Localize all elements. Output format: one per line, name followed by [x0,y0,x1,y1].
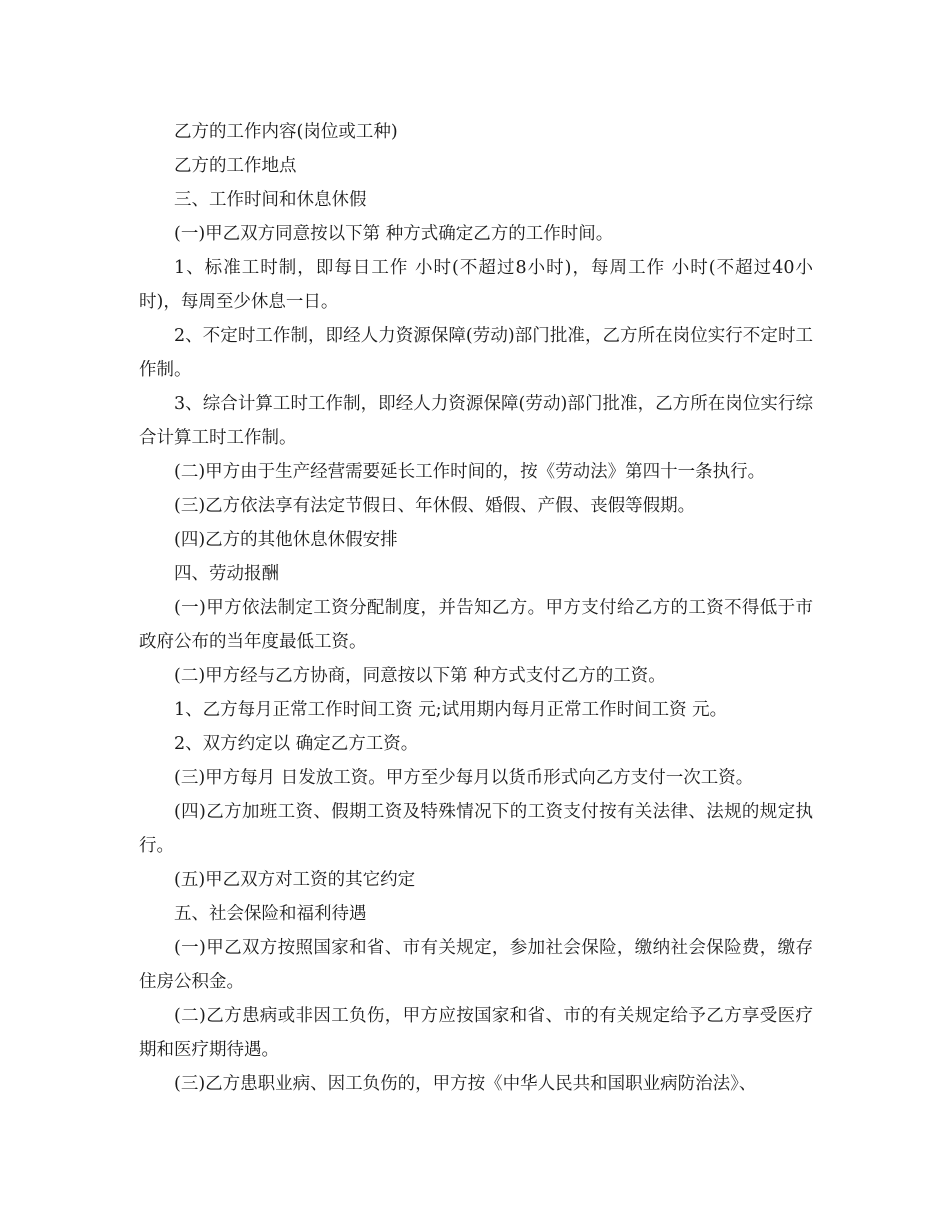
paragraph-standard-hours: 1、标准工时制，即每日工作 小时(不超过8小时)，每周工作 小时(不超过40小时)，每周至少休息一日。 [139,258,813,312]
paragraph-wage-method: (二)甲方经与乙方协商，同意按以下第 种方式支付乙方的工资。 [174,666,666,686]
section-heading-social-insurance: 五、社会保险和福利待遇 [174,904,367,924]
section-heading-work-hours: 三、工作时间和休息休假 [174,190,367,210]
paragraph-wage-system: (一)甲方依法制定工资分配制度，并告知乙方。甲方支付给乙方的工资不得低于市政府公布的当年度最低工资。 [139,598,813,652]
paragraph-other-leave: (四)乙方的其他休息休假安排 [174,530,398,550]
paragraph-work-location: 乙方的工作地点 [174,156,297,176]
paragraph-monthly-wage: 1、乙方每月正常工作时间工资 元;试用期内每月正常工作时间工资 元。 [174,700,728,720]
paragraph-other-wage-terms: (五)甲乙双方对工资的其它约定 [174,870,416,890]
section-heading-remuneration: 四、劳动报酬 [174,564,279,584]
paragraph-overtime: (二)甲方由于生产经营需要延长工作时间的，按《劳动法》第四十一条执行。 [174,462,766,482]
paragraph-comprehensive-hours: 3、综合计算工时工作制，即经人力资源保障(劳动)部门批准，乙方所在岗位实行综合计算工时工作制。 [139,394,813,448]
paragraph-job-content: 乙方的工作内容(岗位或工种) [174,122,398,142]
paragraph-work-hours-1: (一)甲乙双方同意按以下第 种方式确定乙方的工作时间。 [174,224,614,244]
paragraph-overtime-pay: (四)乙方加班工资、假期工资及特殊情况下的工资支付按有关法律、法规的规定执行。 [139,802,813,856]
paragraph-holidays: (三)乙方依法享有法定节假日、年休假、婚假、产假、丧假等假期。 [174,496,696,516]
paragraph-social-insurance: (一)甲乙双方按照国家和省、市有关规定，参加社会保险，缴纳社会保险费，缴存住房公积金。 [139,938,813,992]
document-body [139,115,813,1101]
paragraph-pay-day: (三)甲方每月 日发放工资。甲方至少每月以货币形式向乙方支付一次工资。 [174,768,754,788]
paragraph-occupational-disease: (三)乙方患职业病、因工负伤的，甲方按《中华人民共和国职业病防治法》、 [174,1074,757,1094]
paragraph-agreed-wage: 2、双方约定以 确定乙方工资。 [174,734,419,754]
paragraph-medical-period: (二)乙方患病或非因工负伤，甲方应按国家和省、市的有关规定给予乙方享受医疗期和医疗期待遇。 [139,1006,813,1060]
paragraph-flexible-hours: 2、不定时工作制，即经人力资源保障(劳动)部门批准，乙方所在岗位实行不定时工作制。 [139,326,813,380]
